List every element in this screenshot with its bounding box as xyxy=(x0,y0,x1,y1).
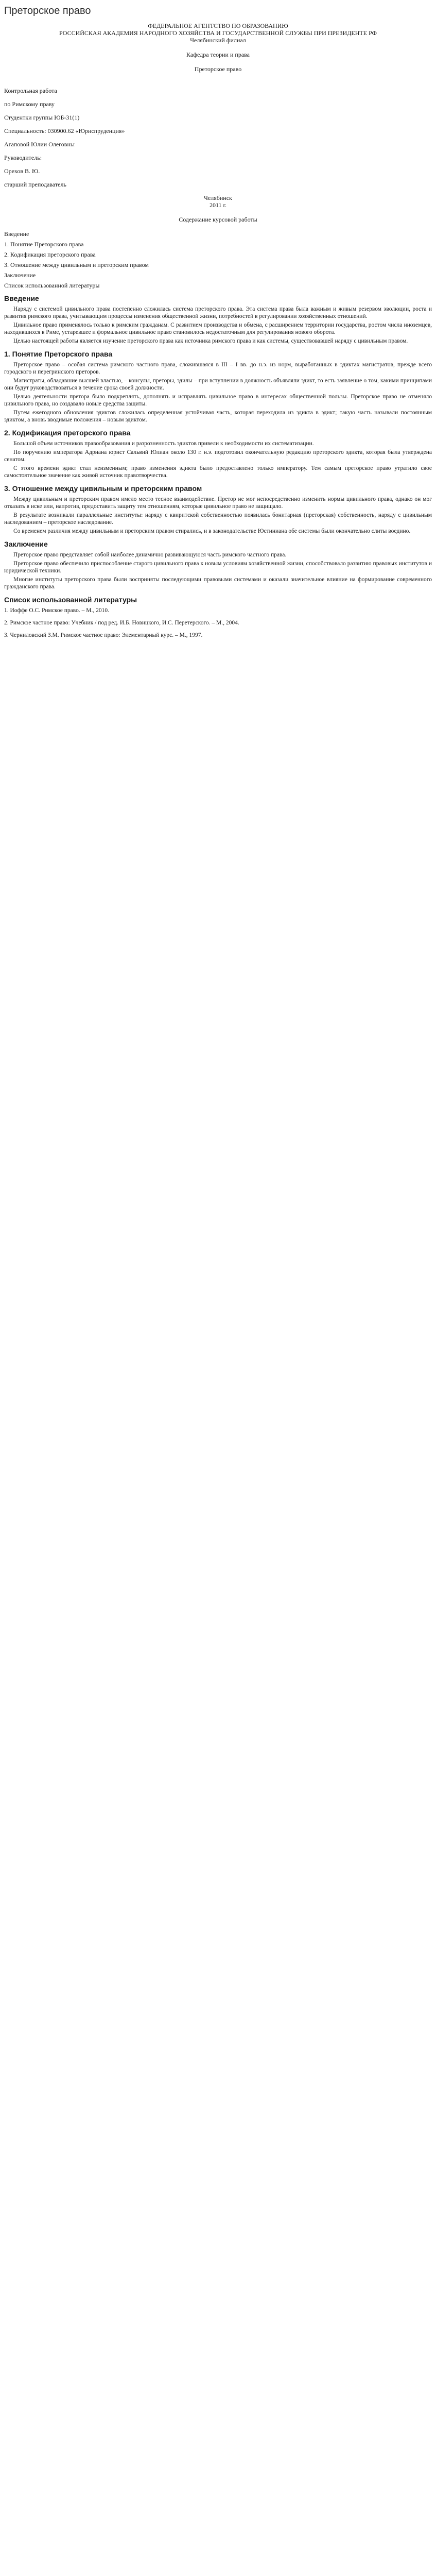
body-paragraph: Целью деятельности претора было подкреплять, дополнять и исправлять цивильное право в интересах общественной пользы. Преторское право не отменяло цивильного права, но создавало новые средства защиты. xyxy=(4,394,432,407)
supervisor-line: Орехов В. Ю. xyxy=(4,167,40,175)
document-section xyxy=(4,540,432,590)
document-section xyxy=(4,429,432,479)
header-line: Преторское право xyxy=(194,65,242,73)
gap xyxy=(4,44,432,51)
body-paragraph: Магистраты, обладавшие высшей властью, – консулы, преторы, эдилы – при вступлении в должность объявляли эдикт, то есть заявление о том, какими принципами они будут руководствоваться в течение срока своей должности. xyxy=(4,378,432,391)
gap xyxy=(4,58,432,65)
gap xyxy=(4,73,432,80)
references-heading: Список использованной литературы xyxy=(4,596,137,604)
reference-item: 3. Черниловский З.М. Римское частное право: Элементарный курс. – М., 1997. xyxy=(4,632,203,638)
body-paragraph: Преторское право представляет собой наиболее динамично развивающуюся часть римского частного права. xyxy=(13,552,287,558)
toc-item[interactable]: 1. Понятие Преторского права xyxy=(4,241,84,248)
references-list xyxy=(4,607,432,639)
toc-item[interactable]: 3. Отношение между цивильным и преторским правом xyxy=(4,261,149,268)
section-heading: Введение xyxy=(4,294,39,302)
body-paragraph: С этого времени эдикт стал неизменным; право изменения эдикта было предоставлено только императору. Тем самым преторское право утратило свое самостоятельное значение как живой источник правотворчества. xyxy=(4,465,432,479)
meta-line: по Римскому праву xyxy=(4,100,55,108)
gap xyxy=(4,209,432,216)
section-heading: 1. Понятие Преторского права xyxy=(4,350,113,358)
section-heading: Заключение xyxy=(4,540,48,548)
body-paragraph: Преторское право обеспечило приспособление старого цивильного права к новым условиям хозяйственной жизни, способствовало развитию правовых институтов и юридической техники. xyxy=(4,561,432,574)
reference-item: 1. Иоффе О.С. Римское право. – М., 2010. xyxy=(4,607,109,614)
body-paragraph: Цивильное право применялось только к римским гражданам. С развитием производства и обмена, с расширением территории государства, ростом числа иноземцев, находившихся в Риме, устаревшее и формальное цивильное право становилось недостаточным для регулирования нового оборота. xyxy=(4,322,432,335)
body-paragraph: Большой объем источников правообразования и разрозненность эдиктов привели к необходимости их систематизации. xyxy=(13,440,314,447)
body-paragraph: Многие институты преторского права были восприняты последующими правовыми системами и оказали значительное влияние на формирование современного гражданского права. xyxy=(4,577,432,590)
toc-title: Содержание курсовой работы xyxy=(179,216,257,223)
footer-block xyxy=(4,194,432,223)
header-line: ФЕДЕРАЛЬНОЕ АГЕНТСТВО ПО ОБРАЗОВАНИЮ xyxy=(148,22,288,29)
header-line: Челябинский филиал xyxy=(190,37,246,44)
toc-item[interactable]: 2. Кодификация преторского права xyxy=(4,251,96,258)
title-header-block xyxy=(4,22,432,73)
document-page xyxy=(0,0,436,654)
document-section xyxy=(4,294,432,345)
body-paragraph: Наряду с системой цивильного права постепенно сложилась система преторского права. Эта система права была важным и живым резервом эволюции, роста и развития римского права, учитывающим процессы изменения общественной жизни, потребностей в регулировании хозяйственных отношений. xyxy=(4,306,432,319)
body-paragraph: Целью настоящей работы является изучение преторского права как источника римского права и как системы, существовавшей наряду с цивильным правом. xyxy=(13,338,408,344)
meta-line: Контрольная работа xyxy=(4,87,57,94)
section-heading: 3. Отношение между цивильным и преторским правом xyxy=(4,484,202,493)
body-paragraph: Преторское право – особая система римского частного права, сложившаяся в III – I вв. до н.э. из норм, выработанных в эдиктах магистратов, прежде всего городского и перегринского преторов. xyxy=(4,362,432,375)
gap xyxy=(4,80,432,87)
meta-line: Специальность: 030900.62 «Юриспруденция» xyxy=(4,127,125,134)
supervisor-line: Руководитель: xyxy=(4,154,42,161)
gap xyxy=(4,223,432,230)
body-paragraph: Со временем различия между цивильным и преторским правом стирались, и в законодательстве Юстиниана обе системы были окончательно слиты воедино. xyxy=(13,528,411,534)
meta-block xyxy=(4,87,432,148)
footer-line: Челябинск xyxy=(204,194,232,201)
meta-line: Студентки группы ЮБ-31(1) xyxy=(4,114,80,121)
body-paragraph: По поручению императора Адриана юрист Сальвий Юлиан около 130 г. н.э. подготовил окончательную редакцию преторского эдикта, которая была утверждена сенатом. xyxy=(4,449,432,463)
meta-line: Агаповой Юлии Олеговны xyxy=(4,141,75,148)
body-paragraph: Путем ежегодного обновления эдиктов сложилась определенная устойчивая часть, которая переходила из эдикта в эдикт; такую часть называли постоянным эдиктом, а вновь вводимые положения – новым эдиктом. xyxy=(4,410,432,423)
reference-item: 2. Римское частное право: Учебник / под ред. И.Б. Новицкого, И.С. Перетерского. – М., 2004. xyxy=(4,620,239,626)
supervisor-line: старший преподаватель xyxy=(4,181,66,188)
document-section xyxy=(4,350,432,423)
body-paragraph: Между цивильным и преторским правом имело место тесное взаимодействие. Претор не мог непосредственно изменить нормы цивильного права, однако он мог отказать в иске или, напротив, предоставить защиту тем отношениям, которые цивильное право не защищало. xyxy=(4,496,432,510)
footer-line: 2011 г. xyxy=(209,201,227,209)
page-title: Преторское право xyxy=(4,5,91,16)
supervisor-block xyxy=(4,154,432,188)
document-sections xyxy=(4,294,432,590)
body-paragraph: В результате возникали параллельные институты: наряду с квиритской собственностью появилась бонитарная (преторская) собственность, наряду с цивильным наследованием – преторское наследование. xyxy=(4,512,432,526)
toc-item[interactable]: Введение xyxy=(4,230,29,238)
section-heading: 2. Кодификация преторского права xyxy=(4,429,131,437)
header-line: РОССИЙСКАЯ АКАДЕМИЯ НАРОДНОГО ХОЗЯЙСТВА И ГОСУДАРСТВЕННОЙ СЛУЖБЫ ПРИ ПРЕЗИДЕНТЕ РФ xyxy=(59,29,377,37)
table-of-contents xyxy=(4,230,432,289)
toc-item[interactable]: Список использованной литературы xyxy=(4,282,100,289)
document-section xyxy=(4,484,432,535)
header-line: Кафедра теории и права xyxy=(186,51,250,58)
toc-item[interactable]: Заключение xyxy=(4,272,36,279)
